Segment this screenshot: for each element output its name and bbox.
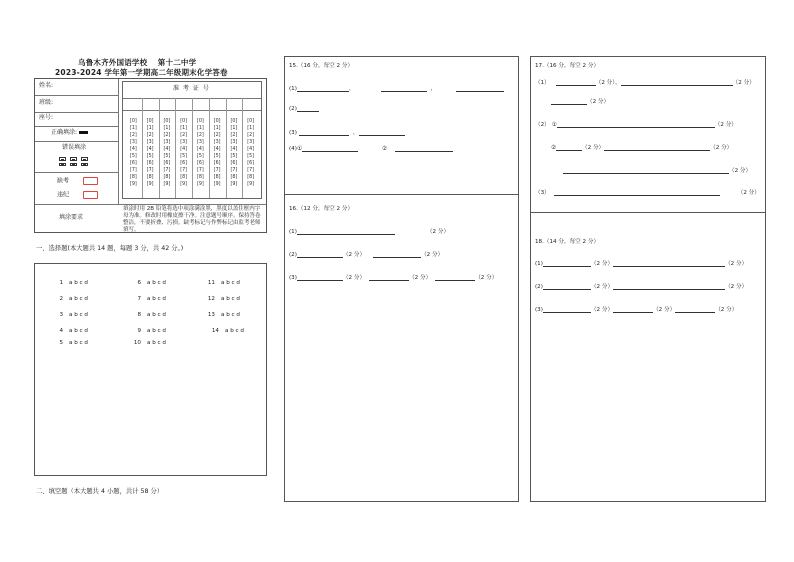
digit-bubble[interactable]: [6] bbox=[129, 161, 137, 166]
mc-question[interactable] bbox=[53, 340, 88, 346]
score-note: （2 分） bbox=[714, 122, 737, 128]
choice-options[interactable]: a b c d bbox=[221, 296, 240, 302]
name-field[interactable] bbox=[39, 83, 53, 90]
sub-index: ② bbox=[381, 146, 387, 152]
digit-bubble[interactable]: [9] bbox=[129, 182, 137, 187]
q17-row5 bbox=[535, 188, 760, 196]
answer-blank[interactable] bbox=[543, 306, 591, 313]
right-panel bbox=[530, 56, 766, 502]
digit-bubble[interactable]: [7] bbox=[247, 168, 255, 173]
digit-bubble[interactable]: [2] bbox=[180, 133, 188, 138]
exam-number-column bbox=[125, 118, 142, 188]
sub-index: ① bbox=[551, 122, 557, 128]
answer-blank[interactable] bbox=[556, 144, 582, 151]
q17-part1-label: （1） bbox=[535, 80, 550, 86]
digit-bubble[interactable]: [7] bbox=[230, 168, 238, 173]
school-title: 乌鲁木齐外国语学校 第十二中学 bbox=[78, 58, 197, 67]
digit-bubble[interactable]: [0] bbox=[213, 119, 221, 124]
exam-number-column bbox=[242, 118, 259, 188]
exam-number-column bbox=[175, 118, 192, 188]
answer-blank[interactable] bbox=[613, 260, 725, 267]
q18-row2 bbox=[535, 282, 747, 290]
section1-title: 一、选择题(本大题共 14 题，每题 3 分，共 42 分。) bbox=[36, 245, 184, 252]
exam-number-column bbox=[192, 118, 209, 188]
choice-options[interactable]: a b c d bbox=[69, 328, 88, 334]
q15-row3 bbox=[289, 128, 405, 136]
digit-bubble[interactable]: [8] bbox=[247, 175, 255, 180]
q16-part3-label: (3) bbox=[289, 275, 297, 281]
question-number: 6 bbox=[137, 280, 141, 286]
digit-bubble[interactable]: [0] bbox=[230, 119, 238, 124]
mc-question[interactable] bbox=[53, 296, 88, 302]
q15-part2-label: (2) bbox=[289, 106, 297, 112]
wrong-mark-icon bbox=[59, 157, 66, 161]
q16-part1-label: (1) bbox=[289, 229, 297, 235]
wrong-fill-label: 错误填涂 bbox=[62, 144, 87, 151]
digit-bubble[interactable]: [3] bbox=[146, 140, 154, 145]
score-note: （2 分） bbox=[590, 307, 614, 313]
question-number: 14 bbox=[211, 328, 219, 334]
digit-bubble[interactable]: [7] bbox=[163, 168, 171, 173]
digit-bubble[interactable]: [4] bbox=[163, 147, 171, 152]
digit-bubble[interactable]: [5] bbox=[180, 154, 188, 159]
digit-bubble[interactable]: [5] bbox=[146, 154, 154, 159]
section2-title: 二、填空题（本大题共 4 小题，共计 58 分） bbox=[36, 488, 164, 495]
question-number: 11 bbox=[207, 280, 215, 286]
absent-checkbox[interactable] bbox=[83, 177, 98, 185]
requirements-text: 填涂时用 2B 铅笔将选中项涂满涂黑，黑度以盖住框内字母为准。修改时用橡皮擦干净。注意题号顺序。保持答卷整洁，不要折叠、污损。缺考标记与作弊标记由监考老师填写。 bbox=[123, 206, 261, 233]
choice-options[interactable]: a b c d bbox=[147, 328, 166, 334]
digit-bubble[interactable]: [3] bbox=[180, 140, 188, 145]
separator: ， bbox=[430, 86, 437, 92]
q15-row4 bbox=[289, 145, 453, 152]
q17-part2-label: （2） bbox=[535, 122, 550, 128]
wrong-mark-icon bbox=[70, 163, 77, 167]
choice-options[interactable]: a b c d bbox=[69, 280, 88, 286]
column-divider bbox=[209, 98, 210, 198]
digit-bubble[interactable]: [4] bbox=[247, 147, 255, 152]
digit-bubble[interactable]: [5] bbox=[163, 154, 171, 159]
answer-blank[interactable] bbox=[613, 283, 725, 290]
violation-row bbox=[57, 191, 98, 199]
question-number: 7 bbox=[137, 296, 141, 302]
answer-blank[interactable] bbox=[604, 144, 710, 151]
digit-bubble[interactable]: [7] bbox=[180, 168, 188, 173]
score-note: （2 分） bbox=[715, 307, 738, 313]
choice-options[interactable]: a b c d bbox=[147, 280, 166, 286]
digit-bubble[interactable]: [7] bbox=[196, 168, 204, 173]
choice-options[interactable]: a b c d bbox=[147, 340, 166, 346]
answer-blank[interactable] bbox=[621, 79, 733, 86]
q18-title: 18.（14 分，每空 2 分） bbox=[535, 239, 600, 245]
absent-label: 缺考 bbox=[57, 177, 70, 185]
wrong-mark-icon bbox=[70, 157, 77, 161]
answer-blank[interactable] bbox=[381, 85, 427, 92]
answer-blank[interactable] bbox=[556, 79, 596, 86]
mc-question[interactable] bbox=[209, 328, 244, 334]
answer-blank[interactable] bbox=[557, 121, 715, 128]
digit-bubble[interactable]: [9] bbox=[213, 182, 221, 187]
answer-blank[interactable] bbox=[297, 85, 349, 92]
digit-bubble[interactable]: [7] bbox=[129, 168, 137, 173]
choice-options[interactable]: a b c d bbox=[69, 312, 88, 318]
question-number: 2 bbox=[59, 296, 63, 302]
mc-question[interactable] bbox=[131, 312, 166, 318]
q17-row4 bbox=[563, 166, 751, 174]
score-note: （2 分） bbox=[653, 307, 676, 313]
info-block bbox=[34, 78, 267, 233]
answer-blank[interactable] bbox=[456, 85, 504, 92]
mc-question[interactable] bbox=[131, 280, 166, 286]
q15-title: 15.（16 分，每空 2 分） bbox=[289, 63, 354, 69]
correct-fill bbox=[51, 130, 88, 137]
exam-number-column bbox=[142, 118, 159, 188]
q18-row3 bbox=[535, 305, 737, 313]
exam-number-box bbox=[122, 81, 262, 199]
q15-part4-label: (4) bbox=[289, 146, 297, 152]
separator: ， bbox=[352, 130, 359, 136]
sub-index: ① bbox=[296, 146, 302, 152]
digit-bubble[interactable]: [5] bbox=[196, 154, 204, 159]
answer-blank[interactable] bbox=[551, 98, 587, 105]
digit-bubble[interactable]: [3] bbox=[129, 140, 137, 145]
q16-row2 bbox=[289, 250, 443, 258]
q16-row1 bbox=[289, 227, 449, 235]
digit-bubble[interactable]: [0] bbox=[196, 119, 204, 124]
digit-bubble[interactable]: [0] bbox=[247, 119, 255, 124]
score-note: （2 分） bbox=[710, 145, 733, 151]
question-number: 12 bbox=[207, 296, 215, 302]
q17-row3 bbox=[551, 143, 732, 151]
mc-question[interactable] bbox=[131, 328, 166, 334]
digit-bubble[interactable]: [0] bbox=[163, 119, 171, 124]
question-number: 3 bbox=[59, 312, 63, 318]
answer-blank[interactable] bbox=[675, 306, 715, 313]
exam-title: 2023-2024 学年第一学期高二年级期末化学答卷 bbox=[55, 68, 228, 77]
answer-blank[interactable] bbox=[373, 251, 421, 258]
score-note: （2 分） bbox=[725, 284, 748, 290]
class-field[interactable] bbox=[39, 100, 53, 107]
score-note: （2 分） bbox=[737, 190, 760, 196]
q15-row2 bbox=[289, 105, 319, 112]
answer-blank[interactable] bbox=[543, 260, 591, 267]
digit-bubble[interactable]: [9] bbox=[247, 182, 255, 187]
name-label: 姓名: bbox=[39, 82, 54, 89]
answer-blank[interactable] bbox=[613, 306, 653, 313]
digit-bubble[interactable]: [8] bbox=[196, 175, 204, 180]
answer-blank[interactable] bbox=[359, 129, 405, 136]
digit-bubble[interactable]: [5] bbox=[213, 154, 221, 159]
score-note: （2 分） bbox=[725, 261, 748, 267]
digit-bubble[interactable]: [6] bbox=[146, 161, 154, 166]
digit-bubble[interactable]: [3] bbox=[230, 140, 238, 145]
seat-label: 座号: bbox=[39, 114, 54, 121]
digit-bubble[interactable]: [2] bbox=[129, 133, 137, 138]
digit-bubble[interactable]: [9] bbox=[196, 182, 204, 187]
score-note: （2 分） bbox=[590, 284, 614, 290]
choice-options[interactable]: a b c d bbox=[147, 312, 166, 318]
class-label: 班级: bbox=[39, 99, 54, 106]
digit-bubble[interactable]: [4] bbox=[196, 147, 204, 152]
wrong-mark-icon bbox=[59, 163, 66, 167]
answer-blank[interactable] bbox=[435, 274, 475, 281]
exam-number-column bbox=[159, 118, 176, 188]
score-note: （2 分） bbox=[426, 229, 450, 235]
score-note: （2 分） bbox=[587, 99, 610, 105]
question-number: 10 bbox=[133, 340, 141, 346]
digit-bubble[interactable]: [1] bbox=[129, 126, 137, 131]
q18-part3-label: (3) bbox=[535, 307, 543, 313]
mc-question[interactable] bbox=[131, 296, 166, 302]
digit-bubble[interactable]: [9] bbox=[230, 182, 238, 187]
question-number: 4 bbox=[59, 328, 63, 334]
digit-bubble[interactable]: [8] bbox=[163, 175, 171, 180]
answer-blank[interactable] bbox=[299, 129, 349, 136]
digit-bubble[interactable]: [1] bbox=[196, 126, 204, 131]
section1-box bbox=[34, 263, 267, 476]
choice-options[interactable]: a b c d bbox=[69, 296, 88, 302]
digit-bubble[interactable]: [2] bbox=[146, 133, 154, 138]
digit-bubble[interactable]: [4] bbox=[230, 147, 238, 152]
digit-bubble[interactable]: [6] bbox=[230, 161, 238, 166]
answer-blank[interactable] bbox=[563, 167, 729, 174]
q16-part2-label: (2) bbox=[289, 252, 297, 258]
answer-blank[interactable] bbox=[302, 145, 358, 152]
answer-blank[interactable] bbox=[297, 228, 395, 235]
score-note: （2 分） bbox=[342, 275, 366, 281]
score-note: （2 分） bbox=[732, 80, 755, 86]
digit-bubble[interactable]: [6] bbox=[180, 161, 188, 166]
score-note: （2 分） bbox=[582, 145, 605, 151]
q17-row1 bbox=[535, 78, 755, 86]
digit-bubble[interactable]: [3] bbox=[247, 140, 255, 145]
digit-bubble[interactable]: [1] bbox=[247, 126, 255, 131]
digit-bubble[interactable]: [5] bbox=[247, 154, 255, 159]
question-number: 8 bbox=[137, 312, 141, 318]
answer-blank[interactable] bbox=[543, 283, 591, 290]
digit-bubble[interactable]: [5] bbox=[129, 154, 137, 159]
digit-bubble[interactable]: [0] bbox=[146, 119, 154, 124]
digit-bubble[interactable]: [4] bbox=[129, 147, 137, 152]
q17-title: 17.（16 分，每空 2 分） bbox=[535, 63, 600, 69]
digit-bubble[interactable]: [8] bbox=[129, 175, 137, 180]
digit-bubble[interactable]: [9] bbox=[146, 182, 154, 187]
digit-bubble[interactable]: [8] bbox=[146, 175, 154, 180]
wrong-mark-icon bbox=[81, 163, 88, 167]
absent-row bbox=[57, 177, 98, 185]
digit-bubble[interactable]: [2] bbox=[247, 133, 255, 138]
digit-bubble[interactable]: [6] bbox=[247, 161, 255, 166]
digit-bubble[interactable]: [8] bbox=[230, 175, 238, 180]
sub-index: ② bbox=[551, 145, 557, 151]
q15-part1-label: (1) bbox=[289, 86, 297, 92]
middle-panel bbox=[284, 56, 519, 502]
correct-fill-label: 正确填涂: bbox=[51, 129, 78, 136]
q17-row1b bbox=[551, 97, 609, 105]
digit-bubble[interactable]: [3] bbox=[163, 140, 171, 145]
mc-question[interactable] bbox=[53, 280, 88, 286]
digit-bubble[interactable]: [3] bbox=[196, 140, 204, 145]
score-note: （2 分）， bbox=[595, 80, 621, 86]
column-divider bbox=[192, 98, 193, 198]
question-number: 5 bbox=[59, 340, 63, 346]
digit-bubble[interactable]: [6] bbox=[163, 161, 171, 166]
choice-options[interactable]: a b c d bbox=[221, 280, 240, 286]
answer-blank[interactable] bbox=[297, 105, 319, 112]
answer-blank[interactable] bbox=[554, 189, 720, 196]
digit-bubble[interactable]: [7] bbox=[213, 168, 221, 173]
digit-bubble[interactable]: [4] bbox=[213, 147, 221, 152]
digit-bubble[interactable]: [9] bbox=[163, 182, 171, 187]
digit-bubble[interactable]: [8] bbox=[213, 175, 221, 180]
wrong-fill-examples bbox=[59, 157, 89, 166]
q16-row3 bbox=[289, 273, 497, 281]
q15-part3-label: (3) bbox=[289, 130, 297, 136]
exam-number-column bbox=[209, 118, 226, 188]
answer-blank[interactable] bbox=[297, 251, 343, 258]
digit-bubble[interactable]: [2] bbox=[163, 133, 171, 138]
digit-bubble[interactable]: [1] bbox=[146, 126, 154, 131]
digit-bubble[interactable]: [2] bbox=[213, 133, 221, 138]
digit-bubble[interactable]: [1] bbox=[213, 126, 221, 131]
choice-options[interactable]: a b c d bbox=[69, 340, 88, 346]
choice-options[interactable]: a b c d bbox=[225, 328, 244, 334]
seat-field[interactable] bbox=[39, 115, 53, 122]
digit-bubble[interactable]: [6] bbox=[213, 161, 221, 166]
question-number: 13 bbox=[207, 312, 215, 318]
score-note: （2 分） bbox=[421, 252, 444, 258]
choice-options[interactable]: a b c d bbox=[221, 312, 240, 318]
q17-part3-label: （3） bbox=[535, 190, 550, 196]
mc-question[interactable] bbox=[205, 280, 240, 286]
mc-question[interactable] bbox=[131, 340, 166, 346]
column-divider bbox=[226, 98, 227, 198]
requirements-label: 填涂要求 bbox=[59, 214, 84, 221]
digit-bubble[interactable]: [4] bbox=[146, 147, 154, 152]
score-note: （2 分） bbox=[729, 168, 752, 174]
mc-question[interactable] bbox=[53, 312, 88, 318]
digit-bubble[interactable]: [1] bbox=[163, 126, 171, 131]
mc-question[interactable] bbox=[205, 312, 240, 318]
answer-blank[interactable] bbox=[297, 274, 343, 281]
q18-part1-label: (1) bbox=[535, 261, 543, 267]
column-divider bbox=[142, 98, 143, 198]
exam-number-title: 准 考 证 号 bbox=[173, 85, 210, 92]
score-note: （2 分） bbox=[475, 275, 498, 281]
violation-label: 违纪 bbox=[57, 191, 70, 199]
choice-options[interactable]: a b c d bbox=[147, 296, 166, 302]
digit-bubble[interactable]: [2] bbox=[230, 133, 238, 138]
answer-blank[interactable] bbox=[395, 145, 453, 152]
digit-bubble[interactable]: [0] bbox=[129, 119, 137, 124]
question-number: 1 bbox=[59, 280, 63, 286]
column-divider bbox=[242, 98, 243, 198]
digit-bubble[interactable]: [9] bbox=[180, 182, 188, 187]
solid-mark-icon bbox=[79, 131, 88, 134]
column-divider bbox=[159, 98, 160, 198]
score-note: （2 分） bbox=[342, 252, 366, 258]
digit-bubble[interactable]: [0] bbox=[180, 119, 188, 124]
q17-row2 bbox=[535, 120, 737, 128]
q15-row1 bbox=[289, 84, 504, 92]
wrong-mark-icon bbox=[81, 157, 88, 161]
q18-row1 bbox=[535, 259, 747, 267]
digit-bubble[interactable]: [8] bbox=[180, 175, 188, 180]
mc-question[interactable] bbox=[53, 328, 88, 334]
exam-number-column bbox=[226, 118, 243, 188]
violation-checkbox[interactable] bbox=[83, 191, 98, 199]
mc-question[interactable] bbox=[205, 296, 240, 302]
digit-bubble[interactable]: [3] bbox=[213, 140, 221, 145]
question-number: 9 bbox=[137, 328, 141, 334]
q18-part2-label: (2) bbox=[535, 284, 543, 290]
digit-bubble[interactable]: [7] bbox=[146, 168, 154, 173]
digit-bubble[interactable]: [6] bbox=[196, 161, 204, 166]
q16-title: 16.（12 分，每空 2 分） bbox=[289, 206, 354, 212]
score-note: （2 分） bbox=[409, 275, 432, 281]
score-note: （2 分） bbox=[590, 261, 614, 267]
column-divider bbox=[175, 98, 176, 198]
digit-bubble[interactable]: [2] bbox=[196, 133, 204, 138]
digit-bubble[interactable]: [4] bbox=[180, 147, 188, 152]
separator: ， bbox=[348, 86, 355, 92]
digit-bubble[interactable]: [1] bbox=[230, 126, 238, 131]
digit-bubble[interactable]: [5] bbox=[230, 154, 238, 159]
digit-bubble[interactable]: [1] bbox=[180, 126, 188, 131]
answer-blank[interactable] bbox=[369, 274, 409, 281]
